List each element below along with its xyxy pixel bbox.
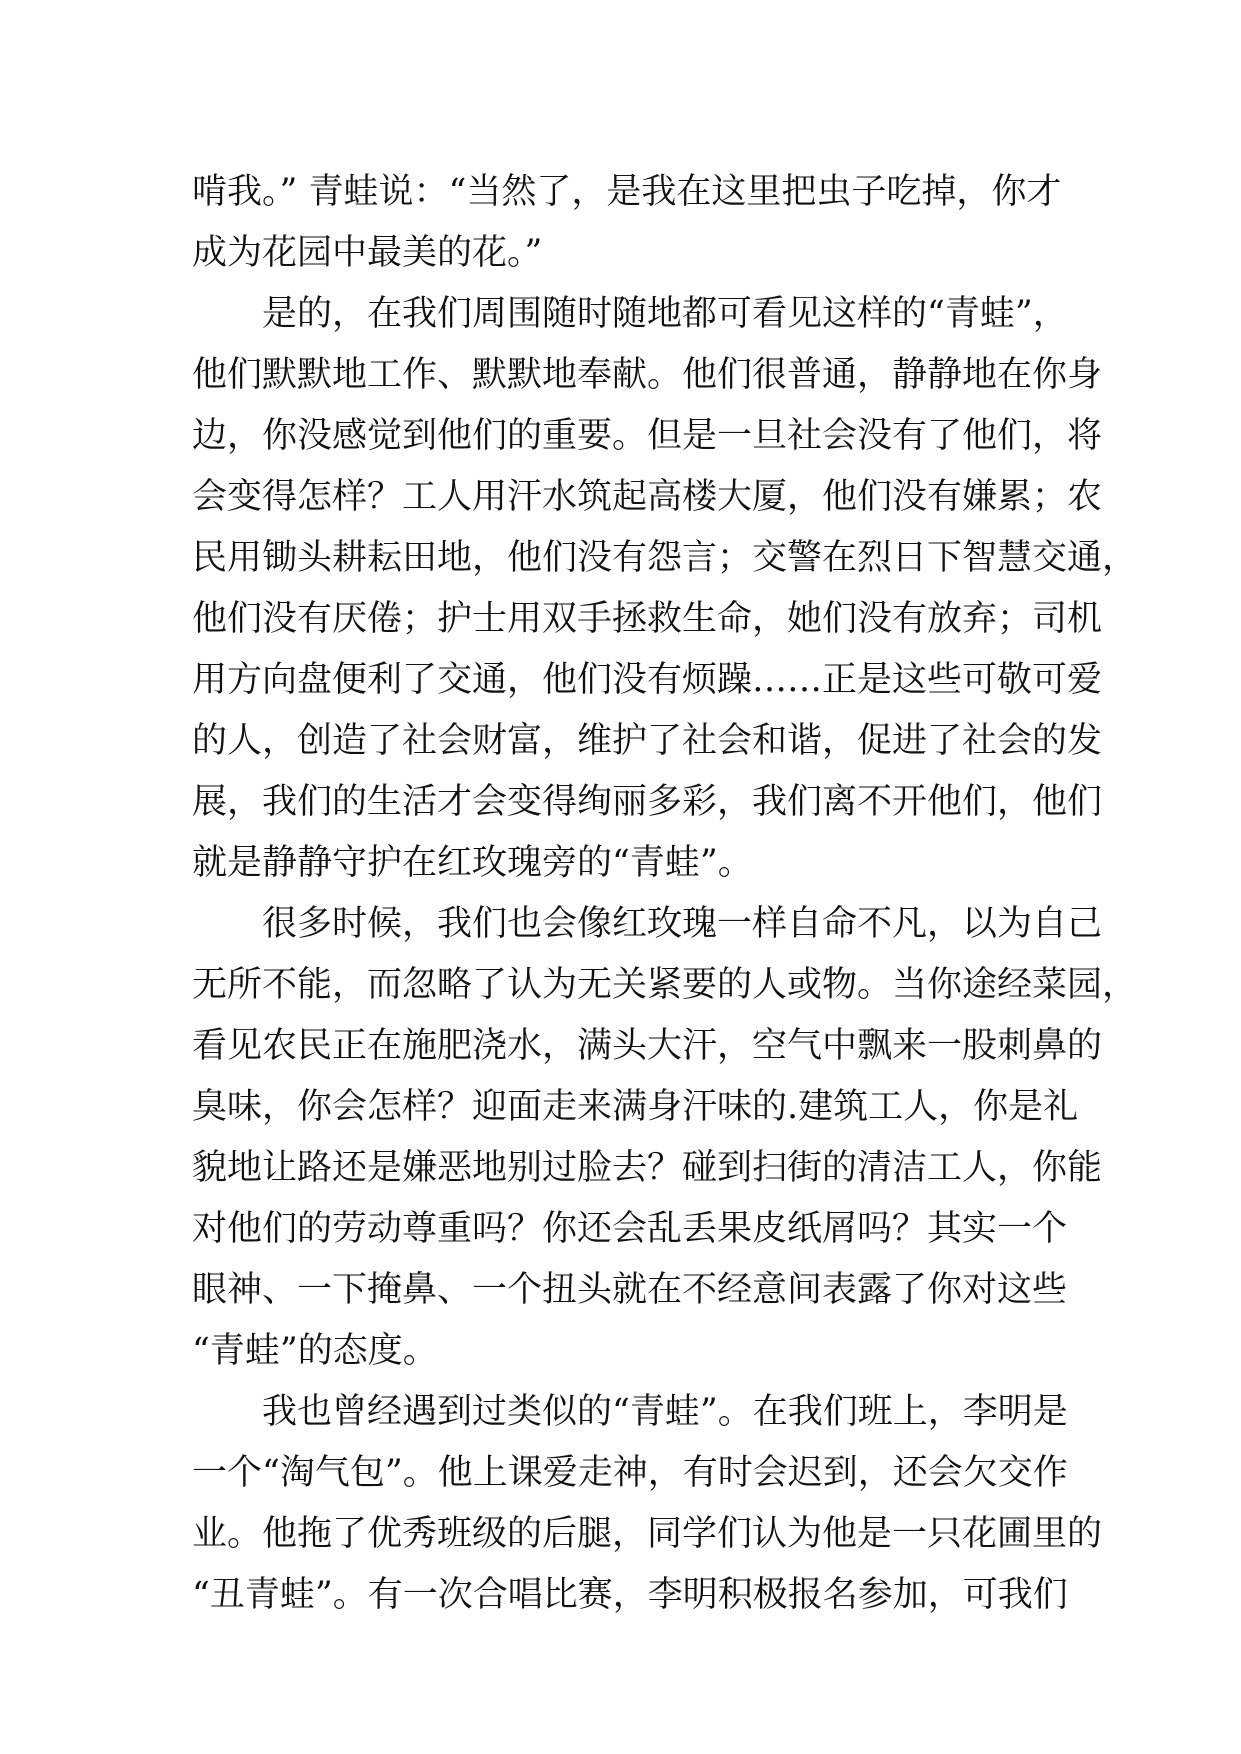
- text-line: 臭味，你会怎样？迎面走来满身汗味的.建筑工人，你是礼: [192, 1087, 1079, 1127]
- text-line: 用方向盘便利了交通，他们没有烦躁……正是这些可敬可爱: [192, 660, 1103, 700]
- paragraph-first-line: 很多时候，我们也会像红玫瑰一样自命不凡，以为自己: [262, 904, 1103, 944]
- document-body: [192, 162, 1138, 1626]
- text-line: 看见农民正在施肥浇水，满头大汗，空气中飘来一股刺鼻的: [192, 1026, 1103, 1066]
- paragraph-first-line: 是的，在我们周围随时随地都可看见这样的“青蛙”，: [262, 294, 1068, 334]
- text-line: 民用锄头耕耘田地，他们没有怨言；交警在烈日下智慧交通，: [192, 538, 1138, 578]
- text-line: 他们没有厌倦；护士用双手拯救生命，她们没有放弃；司机: [192, 599, 1103, 639]
- text-line: 无所不能，而忽略了认为无关紧要的人或物。当你途经菜园，: [192, 965, 1138, 1005]
- text-line: “青蛙”的态度。: [192, 1331, 438, 1371]
- text-line: 对他们的劳动尊重吗？你还会乱丢果皮纸屑吗？其实一个: [192, 1209, 1068, 1249]
- text-line: 一个“淘气包”。他上课爱走神，有时会迟到，还会欠交作: [192, 1453, 1068, 1493]
- text-line: 眼神、一下掩鼻、一个扭头就在不经意间表露了你对这些: [192, 1270, 1068, 1310]
- text-line: 业。他拖了优秀班级的后腿，同学们认为他是一只花圃里的: [192, 1514, 1103, 1554]
- text-line: 边，你没感觉到他们的重要。但是一旦社会没有了他们，将: [192, 416, 1103, 456]
- text-line: 就是静静守护在红玫瑰旁的“青蛙”。: [192, 843, 753, 883]
- text-line: “丑青蛙”。有一次合唱比赛，李明积极报名参加，可我们: [192, 1575, 1068, 1615]
- text-line: 展，我们的生活才会变得绚丽多彩，我们离不开他们，他们: [192, 782, 1103, 822]
- text-line: 的人，创造了社会财富，维护了社会和谐，促进了社会的发: [192, 721, 1103, 761]
- text-line: 成为花园中最美的花。”: [192, 233, 543, 273]
- text-line: 会变得怎样？工人用汗水筑起高楼大厦，他们没有嫌累；农: [192, 477, 1103, 517]
- text-line: 啃我。” 青蛙说：“当然了，是我在这里把虫子吃掉，你才: [192, 172, 1062, 212]
- text-line: 貌地让路还是嫌恶地别过脸去？碰到扫街的清洁工人，你能: [192, 1148, 1103, 1188]
- paragraph-first-line: 我也曾经遇到过类似的“青蛙”。在我们班上，李明是: [262, 1392, 1068, 1432]
- text-line: 他们默默地工作、默默地奉献。他们很普通，静静地在你身: [192, 355, 1103, 395]
